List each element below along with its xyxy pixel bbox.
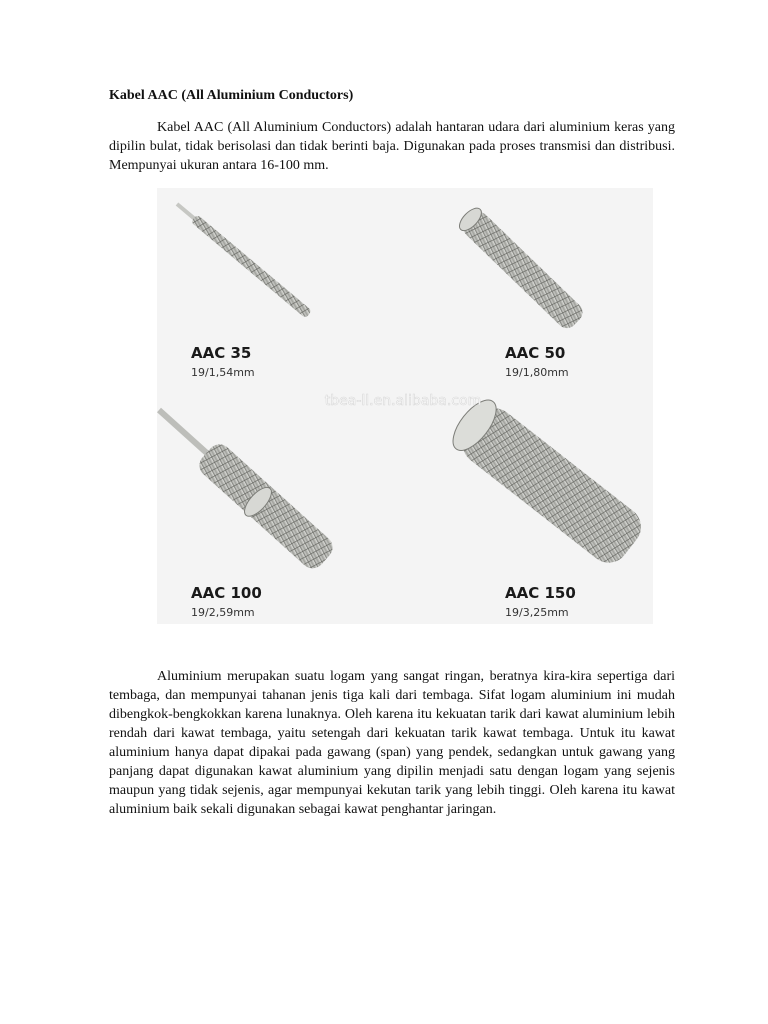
aac-35-spec: 19/1,54mm <box>191 366 255 379</box>
aac-cable-figure <box>157 188 653 624</box>
aac-50-label: AAC 50 <box>505 344 566 362</box>
document-heading: Kabel AAC (All Aluminium Conductors) <box>109 88 354 103</box>
aac-35-label: AAC 35 <box>191 344 252 362</box>
intro-paragraph: Kabel AAC (All Aluminium Conductors) adalah hantaran udara dari aluminium keras yang dipilin bulat, tidak berisolasi dan tidak berinti baja. Digunakan pada proses transmisi dan distribusi. Mempunyai ukuran antara 16-100 mm. <box>109 120 675 173</box>
aac-100-cable <box>157 397 338 575</box>
aac-100-spec: 19/2,59mm <box>191 606 255 619</box>
cable-illustration <box>157 188 653 624</box>
watermark-text: tbea-ll.en.alibaba.com <box>324 393 482 409</box>
aac-150-label: AAC 150 <box>505 584 576 602</box>
aac-35-cable <box>174 200 312 318</box>
aac-100-label: AAC 100 <box>191 584 262 602</box>
body-paragraph: Aluminium merupakan suatu logam yang sangat ringan, beratnya kira-kira sepertiga dari tembaga, dan mempunyai tahanan jenis tiga kali dari tembaga. Sifat logam aluminium ini mudah dibengkok-bengkokkan karena lunaknya. Oleh karena itu kekuatan tarik dari kawat aluminium lebih rendah dari kawat tembaga, yaitu setengah dari kekuatan tarik kawat tembaga. Untuk itu kawat aluminium hanya dapat dipakai pada gawang (span) yang pendek, sedangkan untuk gawang yang panjang dapat digunakan kawat aluminium yang dipilin menjadi satu dengan logam yang sejenis maupun yang tidak sejenis, agar mempunyai kekutan tarik yang lebih tinggi. Oleh karena itu kawat aluminium baik sekali digunakan sebagai kawat penghantar jaringan. <box>109 669 675 817</box>
aac-50-spec: 19/1,80mm <box>505 366 569 379</box>
aac-50-cable <box>456 204 587 332</box>
aac-150-spec: 19/3,25mm <box>505 606 569 619</box>
aac-150-cable <box>445 393 649 571</box>
